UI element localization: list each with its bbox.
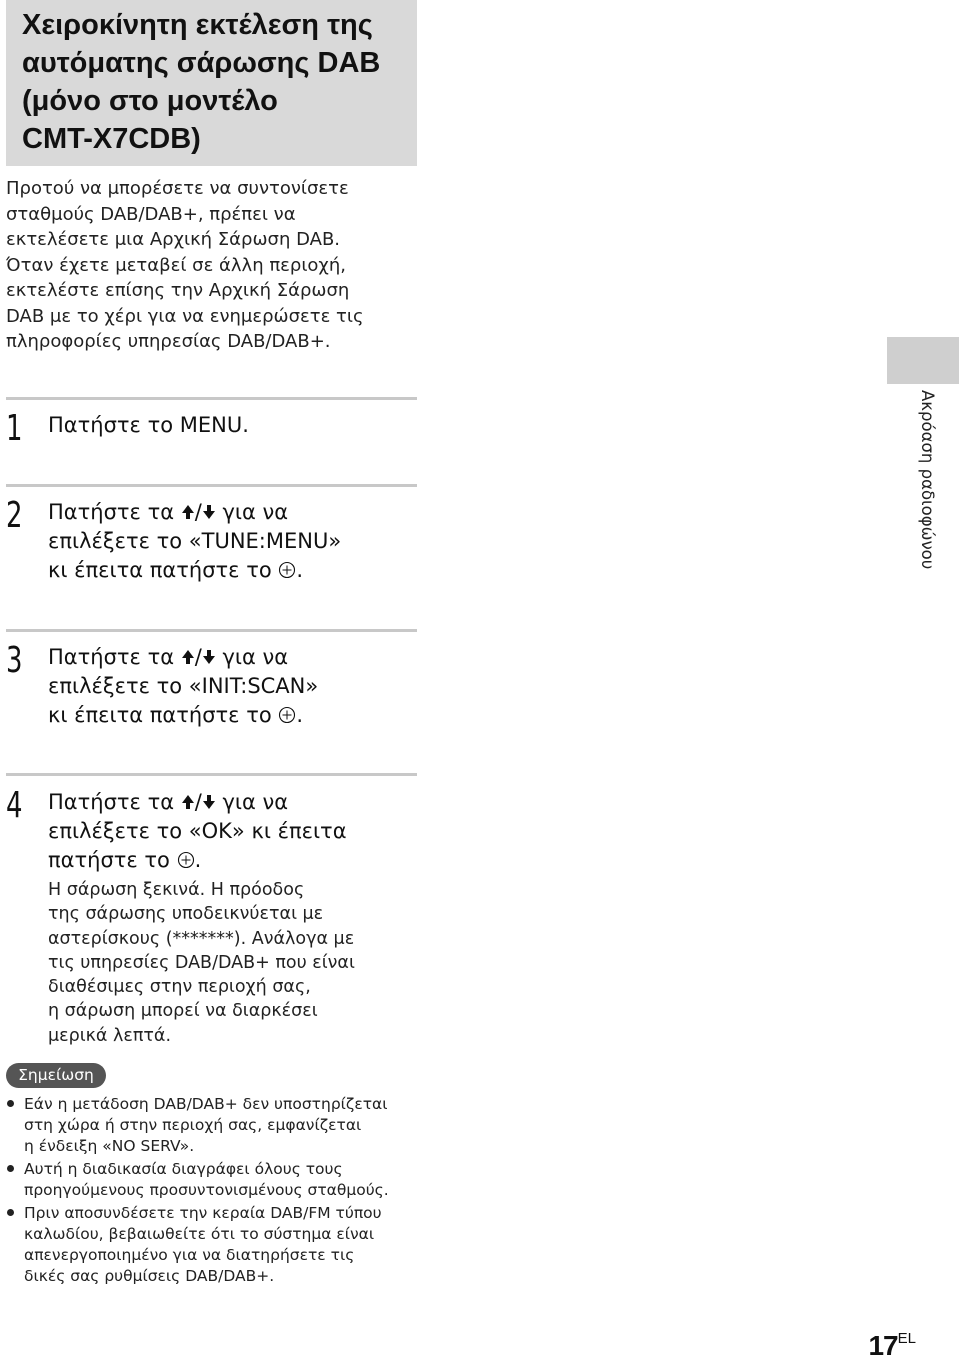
bullet-line: Εάν η μετάδοση DAB/DAB+ δεν υποστηρίζεται [24,1095,388,1113]
step-divider [6,397,417,400]
period: . [194,848,202,872]
note-bullet [6,1094,426,1157]
side-tab-label: Ακρόαση ραδιοφώνου [918,390,937,570]
page-number-suffix: EL [897,1330,916,1347]
down-arrow-icon [202,504,216,520]
step-line [48,701,318,730]
step-line [48,498,341,527]
period: . [296,558,304,582]
slash: / [194,645,202,669]
step-divider [6,629,417,632]
up-arrow-icon [181,794,195,810]
note-bullet-list [6,1094,426,1289]
step-number: 2 [6,495,23,536]
bullet-line: απενεργοποιημένο για να διατηρήσετε τις [24,1246,355,1264]
step-line: επιλέξετε το «TUNE:MENU» [48,529,342,553]
intro-line: Προτού να μπορέσετε να συντονίσετε [6,178,349,199]
result-line: της σάρωσης υποδεικνύεται με [48,904,324,925]
step-text: για να [215,645,289,669]
step-line: επιλέξετε το «OK» κι έπειτα [48,819,347,843]
result-line: διαθέσιμες στην περιοχή σας, [48,977,311,998]
intro-line: DAB με το χέρι για να ενημερώσετε τις [6,305,364,327]
step-line [48,556,341,585]
intro-paragraph [6,176,418,355]
intro-line: σταθμούς DAB/DAB+, πρέπει να [6,203,296,225]
step-divider [6,484,417,487]
step-line: επιλέξετε το «INIT:SCAN» [48,674,319,698]
section-title-line: (μόνο στο μοντέλο [22,85,278,117]
bullet-line: στη χώρα ή στην περιοχή σας, εμφανίζεται [24,1116,362,1134]
section-title-line: Χειροκίνητη εκτέλεση της [22,9,373,41]
bullet-line: Αυτή η διαδικασία διαγράφει όλους τους [24,1160,343,1178]
step-line [48,788,347,817]
bullet-dot-icon [7,1100,14,1107]
step-text: πατήστε το [48,848,177,872]
side-tab-marker [887,337,959,384]
step-text: κι έπειτα πατήστε το [48,558,279,582]
page-number-value: 17 [868,1330,898,1361]
enter-button-icon [278,561,296,579]
bullet-dot-icon [7,1209,14,1216]
intro-line: εκτελέσετε μια Αρχική Σάρωση DAB. [6,229,341,250]
bullet-line: δικές σας ρυθμίσεις DAB/DAB+. [24,1267,275,1285]
step-line [48,846,347,875]
step-number: 1 [6,408,23,449]
step-text: Πατήστε τα [48,500,181,524]
result-line: Η σάρωση ξεκινά. Η πρόοδος [48,880,305,900]
step-4-result [48,878,355,1048]
down-arrow-icon [202,649,216,665]
period: . [296,703,304,727]
step-line [48,643,318,672]
step-text: για να [215,500,289,524]
step-text: κι έπειτα πατήστε το [48,703,279,727]
step-line: Πατήστε το MENU. [48,413,249,437]
step-text: Πατήστε τα [48,790,181,814]
up-arrow-icon [181,504,195,520]
slash: / [194,500,202,524]
result-line: αστερίσκους (*******). Ανάλογα με [48,928,355,949]
intro-line: εκτελέστε επίσης την Αρχική Σάρωση [6,280,350,301]
bullet-line: προηγούμενους προσυντονισμένους σταθμούς. [24,1181,389,1199]
bullet-line: η ένδειξη «NO SERV». [24,1137,195,1155]
step-3-text [48,643,318,730]
slash: / [194,790,202,814]
down-arrow-icon [202,794,216,810]
step-1-text [48,411,249,440]
section-title-box [6,0,417,166]
step-2-text [48,498,341,585]
intro-line: Όταν έχετε μεταβεί σε άλλη περιοχή, [6,254,346,276]
page-number [868,1330,916,1362]
step-4-text [48,788,347,875]
up-arrow-icon [181,649,195,665]
result-line: η σάρωση μπορεί να διαρκέσει [48,1001,318,1022]
intro-line: πληροφορίες υπηρεσίας DAB/DAB+. [6,331,331,352]
enter-button-icon [177,851,195,869]
result-line: μερικά λεπτά. [48,1025,172,1046]
step-divider [6,773,417,776]
bullet-dot-icon [7,1165,14,1172]
step-text: για να [215,790,289,814]
note-badge: Σημείωση [6,1063,106,1088]
bullet-line: καλωδίου, βεβαιωθείτε ότι το σύστημα είναι [24,1225,375,1243]
step-number: 4 [6,785,23,826]
step-text: Πατήστε τα [48,645,181,669]
result-line: τις υπηρεσίες DAB/DAB+ που είναι [48,952,355,973]
note-bullet [6,1203,426,1287]
step-number: 3 [6,640,23,681]
section-title-line: αυτόματης σάρωσης DAB [22,47,381,79]
note-bullet [6,1159,426,1201]
bullet-line: Πριν αποσυνδέσετε την κεραία DAB/FM τύπου [24,1204,382,1222]
enter-button-icon [278,706,296,724]
section-title-line: CMT-X7CDB) [22,123,201,155]
